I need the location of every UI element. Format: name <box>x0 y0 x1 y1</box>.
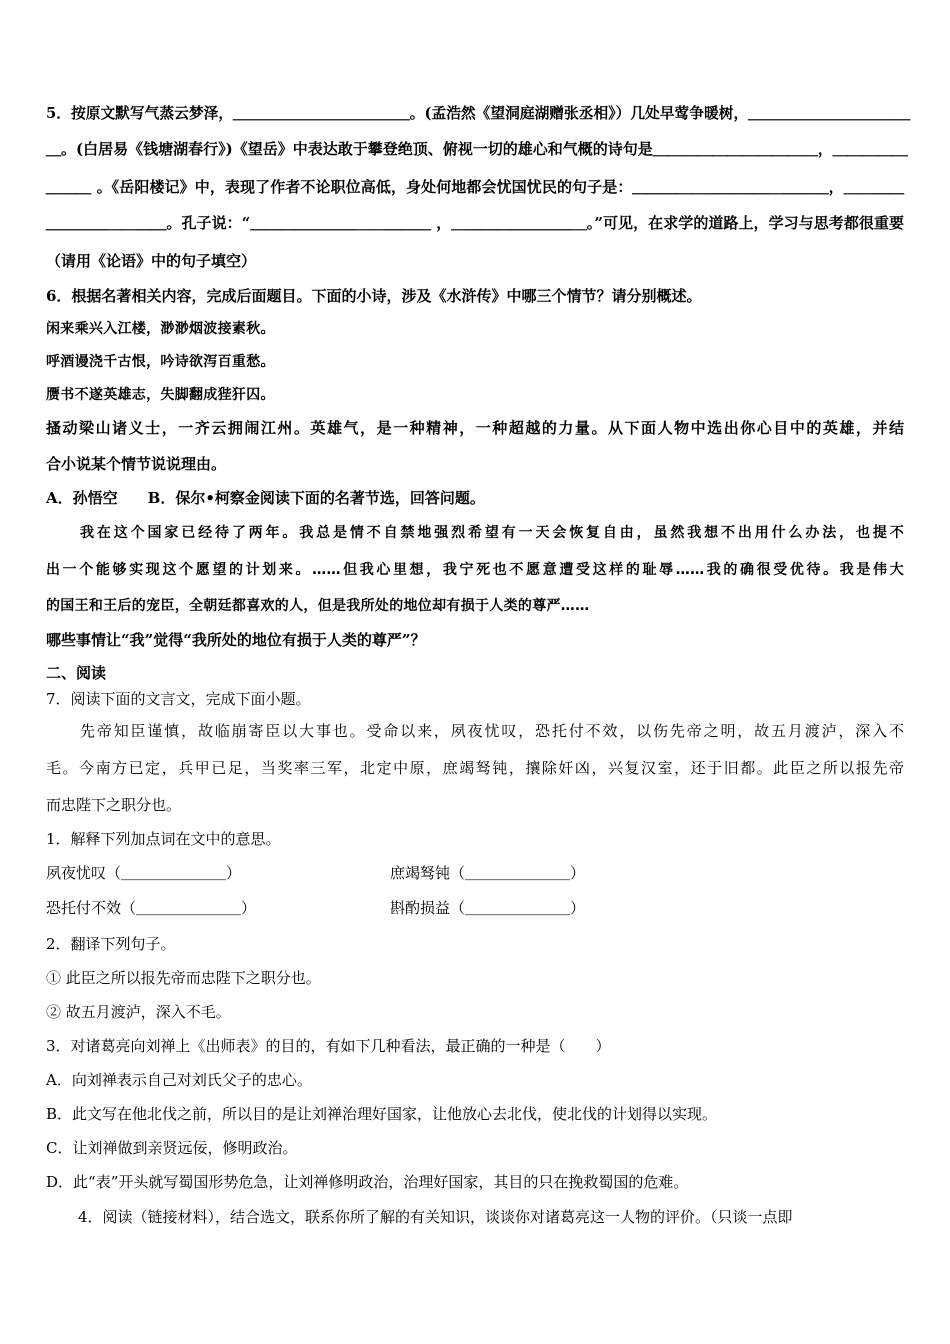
word-item: 夙夜忧叹（＿＿＿＿＿＿＿） <box>46 864 242 882</box>
choice-item: B．此文写在他北伐之前，所以目的是让刘禅治理好国家，让他放心去北伐，使北伐的计划得以实现。 <box>46 1105 718 1123</box>
sub-question-3: 3．对诸葛亮向刘禅上《出师表》的目的，有如下几种看法，最正确的一种是（ ） <box>46 1037 611 1055</box>
translate-item: ① 此臣之所以报先帝而忠陛下之职分也。 <box>46 969 321 987</box>
q5-line-4: ＿＿＿＿＿＿＿＿。孔子说：“＿＿＿＿＿＿＿＿＿＿＿＿ ，＿＿＿＿＿＿＿＿＿。”可见，在求学的道路上，学习与思考都很重要 <box>46 214 904 232</box>
sub-question-2: 2．翻译下列句子。 <box>46 935 176 953</box>
q5-line-3: ＿＿＿ 。《岳阳楼记》中，表现了作者不论职位高低，身处何地都会忧国忧民的句子是：＿＿＿＿＿＿＿＿＿＿＿＿＿，＿＿＿＿ <box>46 178 904 196</box>
section-heading: 二、阅读 <box>46 664 107 682</box>
q5-line-1: 5．按原文默写气蒸云梦泽，＿＿＿＿＿＿＿＿＿＿＿＿。(孟浩然《望洞庭湖赠张丞相》）几处早莺争暖树，＿＿＿＿＿＿＿＿＿＿＿ <box>46 104 911 122</box>
choice-item: A．向刘禅表示自己对刘氏父子的忠心。 <box>46 1071 312 1089</box>
passage-line: 先帝知臣谨慎，故临崩寄臣以大事也。受命以来，夙夜忧叹，恐托付不效，以伤先帝之明，故五月渡泸，深入不 <box>80 722 904 740</box>
poem-last-cont: 合小说某个情节说说理由。 <box>46 455 227 473</box>
choice-item: D．此“表”开头就写蜀国形势危急，让刘禅修明政治，治理好国家，其目的只在挽救蜀国的危难。 <box>46 1173 689 1191</box>
passage-line: 毛。今南方已定，兵甲已足，当奖率三军，北定中原，庶竭驽钝，攘除奸凶，兴复汉室，还于旧都。此臣之所以报先帝 <box>46 759 904 777</box>
sub-question-1: 1．解释下列加点词在文中的意思。 <box>46 830 281 848</box>
q7-prompt: 7．阅读下面的文言文，完成下面小题。 <box>46 690 311 708</box>
excerpt-line: 的国王和王后的宠臣，全朝廷都喜欢的人，但是我所处的地位却有损于人类的尊严…… <box>46 598 590 614</box>
q5-line-5: （请用《论语》中的句子填空） <box>46 252 257 270</box>
translate-item: ② 故五月渡泸，深入不毛。 <box>46 1003 231 1021</box>
q6-options: A．孙悟空 B．保尔•柯察金阅读下面的名著节选，回答问题。 <box>46 489 485 507</box>
poem-line: 呼酒谩浇千古恨，吟诗欲泻百重愁。 <box>46 354 275 370</box>
poem-line: 赝书不遂英雄志，失脚翻成狴犴囚。 <box>46 387 275 403</box>
q6-prompt: 6．根据名著相关内容，完成后面题目。下面的小诗，涉及《水浒传》中哪三个情节？请分别概述。 <box>46 287 702 305</box>
excerpt-line: 我在这个国家已经待了两年。我总是情不自禁地强烈希望有一天会恢复自由，虽然我想不出用什么办法，也提不 <box>80 525 904 541</box>
sub-question-4: 4．阅读（链接材料），结合选文，联系你所了解的有关知识，谈谈你对诸葛亮这一人物的评价。（只谈一点即 <box>78 1208 793 1226</box>
word-item: 庶竭驽钝（＿＿＿＿＿＿＿） <box>390 864 586 882</box>
poem-last-line: 搔动梁山诸义士，一齐云拥闹江州。英雄气，是一种精神，一种超越的力量。从下面人物中选出你心目中的英雄，并结 <box>46 419 904 437</box>
poem-line: 闲来乘兴入江楼，渺渺烟波接素秋。 <box>46 321 275 337</box>
word-item: 斟酌损益（＿＿＿＿＿＿＿） <box>390 899 586 917</box>
choice-item: C．让刘禅做到亲贤远佞，修明政治。 <box>46 1139 298 1157</box>
q5-line-2: ＿。(白居易《钱塘湖春行》)《望岳》中表达敢于攀登绝顶、俯视一切的雄心和气概的诗句是＿＿＿＿＿＿＿＿＿＿＿，＿＿＿＿＿ <box>46 140 908 158</box>
word-item: 恐托付不效（＿＿＿＿＿＿＿） <box>46 899 257 917</box>
q6-question: 哪些事情让“我”觉得“我所处的地位有损于人类的尊严”？ <box>46 631 426 649</box>
passage-line: 而忠陛下之职分也。 <box>46 796 182 814</box>
excerpt-line: 出一个能够实现这个愿望的计划来。……但我心里想，我宁死也不愿意遭受这样的耻辱……我的确很受优待。我是伟大 <box>46 562 904 578</box>
